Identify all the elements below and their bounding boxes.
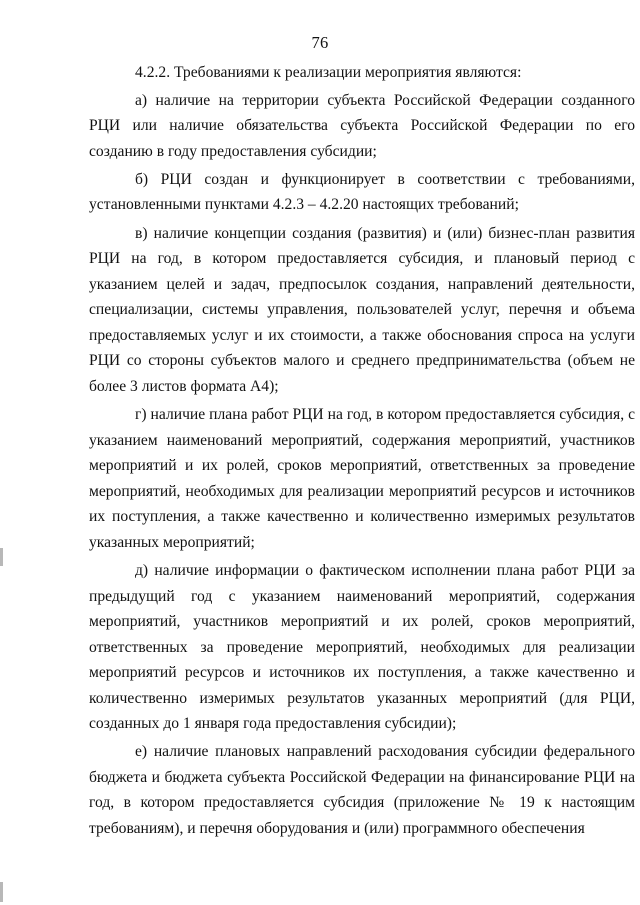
document-body bbox=[89, 60, 635, 843]
paragraph-item-v: в) наличие концепции создания (развития) и (или) бизнес-план развития РЦИ на год, в котором предоставляется субсидия, и плановый период с указанием целей и задач, предпосылок создания, направлений деятельности, специализации, системы управления, пользователей услуг, перечня и объема предоставляемых услуг и их стоимости, а также обоснования спроса на услуги РЦИ со стороны субъектов малого и среднего предпринимательства (объем не более 3 листов формата А4); bbox=[89, 224, 635, 395]
paragraph-item-d: д) наличие информации о фактическом исполнении плана работ РЦИ за предыдущий год с указанием наименований мероприятий, содержания мероприятий, участников мероприятий и их ролей, сроков мероприятий, ответственных за проведение мероприятий, необходимых для реализации мероприятий ресурсов и источников их поступления, а также качественно и количественно измеримых результатов указанных мероприятий (для РЦИ, созданных до 1 января года предоставления субсидии); bbox=[89, 562, 635, 733]
paragraph-item-e: е) наличие плановых направлений расходования субсидии федерального бюджета и бюджета субъекта Российской Федерации на финансирование РЦИ на год, в котором предоставляется субсидия (приложение № 19 к настоящим требованиям), и перечня оборудования и (или) программного обеспечения bbox=[89, 743, 635, 837]
section-heading-4-2-2: 4.2.2. Требованиями к реализации мероприятия являются: bbox=[135, 64, 522, 81]
paragraph-item-a: а) наличие на территории субъекта Российской Федерации созданного РЦИ или наличие обязательства субъекта Российской Федерации по его созданию в году предоставления субсидии; bbox=[89, 91, 635, 160]
paragraph-item-b: б) РЦИ создан и функционирует в соответствии с требованиями, установленными пунктами 4.2.3 – 4.2.20 настоящих требований; bbox=[89, 170, 635, 214]
paragraph-item-g: г) наличие плана работ РЦИ на год, в котором предоставляется субсидия, с указанием наименований мероприятий, содержания мероприятий, участников мероприятий и их ролей, сроков мероприятий, ответственных за проведение мероприятий, необходимых для реализации мероприятий ресурсов и источников их поступления, а также качественно и количественно измеримых результатов указанных мероприятий; bbox=[89, 406, 635, 551]
scan-edge-mark-top bbox=[0, 548, 3, 566]
page-number: 76 bbox=[311, 33, 329, 52]
scan-edge-mark-bottom bbox=[0, 882, 3, 902]
